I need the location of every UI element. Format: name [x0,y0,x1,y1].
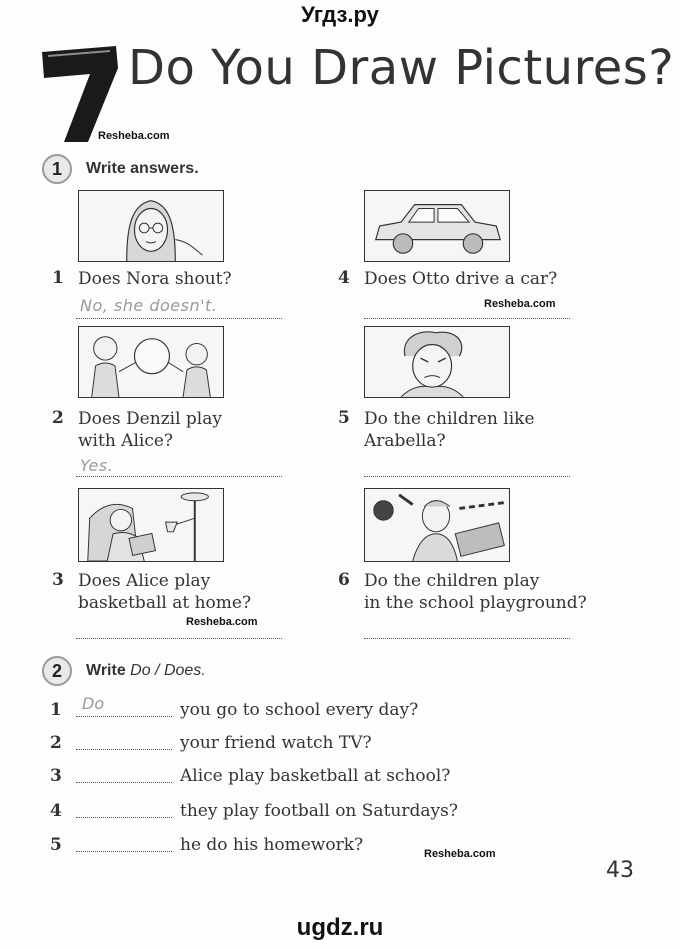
exercise-2-number: 2 [42,656,72,686]
question-text: Does Nora shout? [78,269,232,289]
answer-line[interactable] [76,638,282,639]
site-header: Угдз.ру [301,2,379,27]
sentence-text: you go to school every day? [180,700,419,720]
answer-line[interactable] [76,851,172,852]
answer-line[interactable] [76,476,282,477]
exercise-2-title-words: Do / Does. [130,662,206,679]
question-text: with Alice? [78,431,174,451]
question-text: Do the children play [364,571,540,591]
question-text: Does Alice play [78,571,211,591]
item-number: 4 [50,801,62,821]
watermark: Resheba.com [186,616,258,628]
question-text: in the school playground? [364,593,587,613]
item-number: 2 [50,733,62,753]
answer-text[interactable]: No, she doesn't. [80,296,218,315]
answer-text[interactable]: Do [82,694,105,713]
picture-children-with-ball [78,326,224,398]
answer-line[interactable] [364,638,570,639]
picture-angry-woman [364,326,510,398]
item-number: 1 [50,700,62,720]
exercise-1-number: 1 [42,154,72,184]
watermark: Resheba.com [484,298,556,310]
answer-text[interactable]: Yes. [80,456,114,475]
watermark: Resheba.com [424,848,496,860]
answer-line[interactable] [364,476,570,477]
question-number: 4 [338,268,350,288]
answer-line[interactable] [76,318,282,319]
answer-line[interactable] [76,716,172,717]
exercise-2-title-prefix: Write [86,662,131,679]
question-text: basketball at home? [78,593,252,613]
picture-girl-reading-by-lamp [78,488,224,562]
question-text: Does Denzil play [78,409,222,429]
answer-line[interactable] [364,318,570,319]
watermark: Resheba.com [98,130,170,142]
picture-car [364,190,510,262]
sentence-text: Alice play basketball at school? [180,766,451,786]
page-number: 43 [606,858,634,883]
picture-woman-with-glasses [78,190,224,262]
answer-line[interactable] [76,749,172,750]
question-number: 3 [52,570,64,590]
site-footer: ugdz.ru [296,914,384,941]
question-number: 5 [338,408,350,428]
unit-title: Do You Draw Pictures? [128,40,675,96]
exercise-1-title: Write answers. [86,160,199,177]
question-text: Does Otto drive a car? [364,269,558,289]
question-text: Do the children like [364,409,535,429]
question-text: Arabella? [364,431,446,451]
answer-line[interactable] [76,782,172,783]
exercise-2-title [86,662,206,680]
answer-line[interactable] [76,817,172,818]
item-number: 3 [50,766,62,786]
sentence-text: he do his homework? [180,835,364,855]
question-number: 6 [338,570,350,590]
question-number: 2 [52,408,64,428]
item-number: 5 [50,835,62,855]
sentence-text: your friend watch TV? [180,733,372,753]
unit-number: 7 [76,98,77,99]
sentence-text: they play football on Saturdays? [180,801,458,821]
picture-woman-with-school-sign [364,488,510,562]
question-number: 1 [52,268,64,288]
